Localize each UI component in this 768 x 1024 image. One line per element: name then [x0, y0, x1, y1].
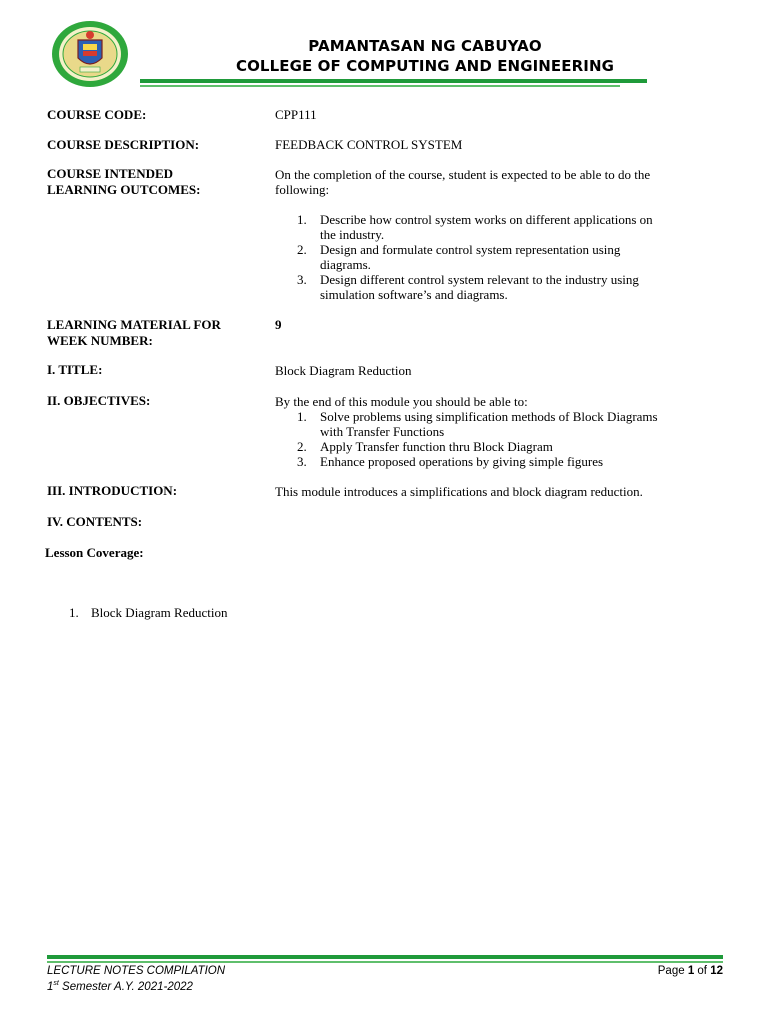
outcomes-intro-line2: following: [275, 182, 330, 197]
title-label: I. TITLE: [47, 362, 103, 377]
objectives-block [275, 394, 725, 469]
footer-rule [47, 955, 723, 959]
introduction-label: III. INTRODUCTION: [47, 483, 178, 498]
list-item-text: Design different control system relevant to the industry using [320, 272, 639, 287]
list-item [69, 605, 227, 621]
course-description-value: FEEDBACK CONTROL SYSTEM [275, 137, 463, 152]
list-item [275, 212, 725, 242]
semester-number: 1 [47, 980, 54, 993]
list-item-number: 1. [297, 212, 307, 227]
list-item [275, 242, 725, 272]
objectives-label: II. OBJECTIVES: [47, 393, 151, 408]
semester-ordinal: st [53, 980, 59, 987]
course-code-value: CPP111 [275, 107, 317, 122]
week-label-line1: LEARNING MATERIAL FOR [47, 317, 221, 332]
lesson-coverage-label: Lesson Coverage: [45, 545, 144, 560]
objectives-intro: By the end of this module you should be able to: [275, 394, 528, 409]
week-label-line2: WEEK NUMBER: [47, 333, 153, 348]
list-item-text: Describe how control system works on different applications on [320, 212, 653, 227]
university-name: PAMANTASAN NG CABUYAO [308, 37, 542, 55]
list-item-text: Enhance proposed operations by giving simple figures [320, 454, 604, 469]
contents-label: IV. CONTENTS: [47, 514, 143, 529]
outcomes-list [275, 212, 725, 302]
header-rule-thin [140, 85, 620, 87]
of-word: of [694, 965, 711, 977]
header-rule [140, 79, 647, 83]
course-description-label: COURSE DESCRIPTION: [47, 137, 200, 152]
list-item-text: the industry. [320, 227, 385, 242]
introduction-value: This module introduces a simplifications and block diagram reduction. [275, 484, 643, 499]
outcomes-intro-line1: On the completion of the course, student is expected to be able to do the [275, 167, 651, 182]
week-label [47, 317, 267, 349]
list-item-number: 2. [297, 242, 307, 257]
list-item-text: simulation software’s and diagrams. [320, 287, 508, 302]
outcomes-label-line2: LEARNING OUTCOMES: [47, 182, 201, 197]
list-item-number: 3. [297, 454, 307, 469]
page-indicator [658, 965, 723, 977]
list-item-text: Solve problems using simplification methods of Block Diagrams [320, 409, 658, 424]
page-total: 12 [710, 965, 723, 977]
list-item-number: 3. [297, 272, 307, 287]
list-item-text: Design and formulate control system representation using [320, 242, 621, 257]
page-number: 1 [687, 965, 695, 977]
college-name: COLLEGE OF COMPUTING AND ENGINEERING [235, 57, 615, 75]
list-item-text: Apply Transfer function thru Block Diagram [320, 439, 553, 454]
title-value: Block Diagram Reduction [275, 363, 412, 378]
page-word: Page [657, 965, 688, 977]
list-item [275, 439, 725, 454]
outcomes-label-line1: COURSE INTENDED [47, 166, 174, 181]
list-item [275, 272, 725, 302]
list-item [275, 409, 725, 439]
outcomes-intro [275, 167, 725, 197]
university-seal-logo [50, 20, 130, 88]
course-code-label: COURSE CODE: [47, 107, 147, 122]
semester-text: Semester A.Y. 2021-2022 [58, 980, 193, 993]
list-item-text: Block Diagram Reduction [91, 605, 228, 620]
list-item-text: with Transfer Functions [320, 424, 445, 439]
week-number-value: 9 [275, 317, 282, 332]
list-item-text: diagrams. [320, 257, 371, 272]
footer-semester [47, 980, 193, 993]
footer-compilation-title: LECTURE NOTES COMPILATION [47, 965, 226, 977]
list-item-number: 1. [297, 409, 307, 424]
list-item-number: 2. [297, 439, 307, 454]
list-item [275, 454, 725, 469]
list-item-number: 1. [69, 605, 79, 620]
outcomes-label [47, 166, 267, 198]
footer-rule-thin [47, 961, 723, 963]
